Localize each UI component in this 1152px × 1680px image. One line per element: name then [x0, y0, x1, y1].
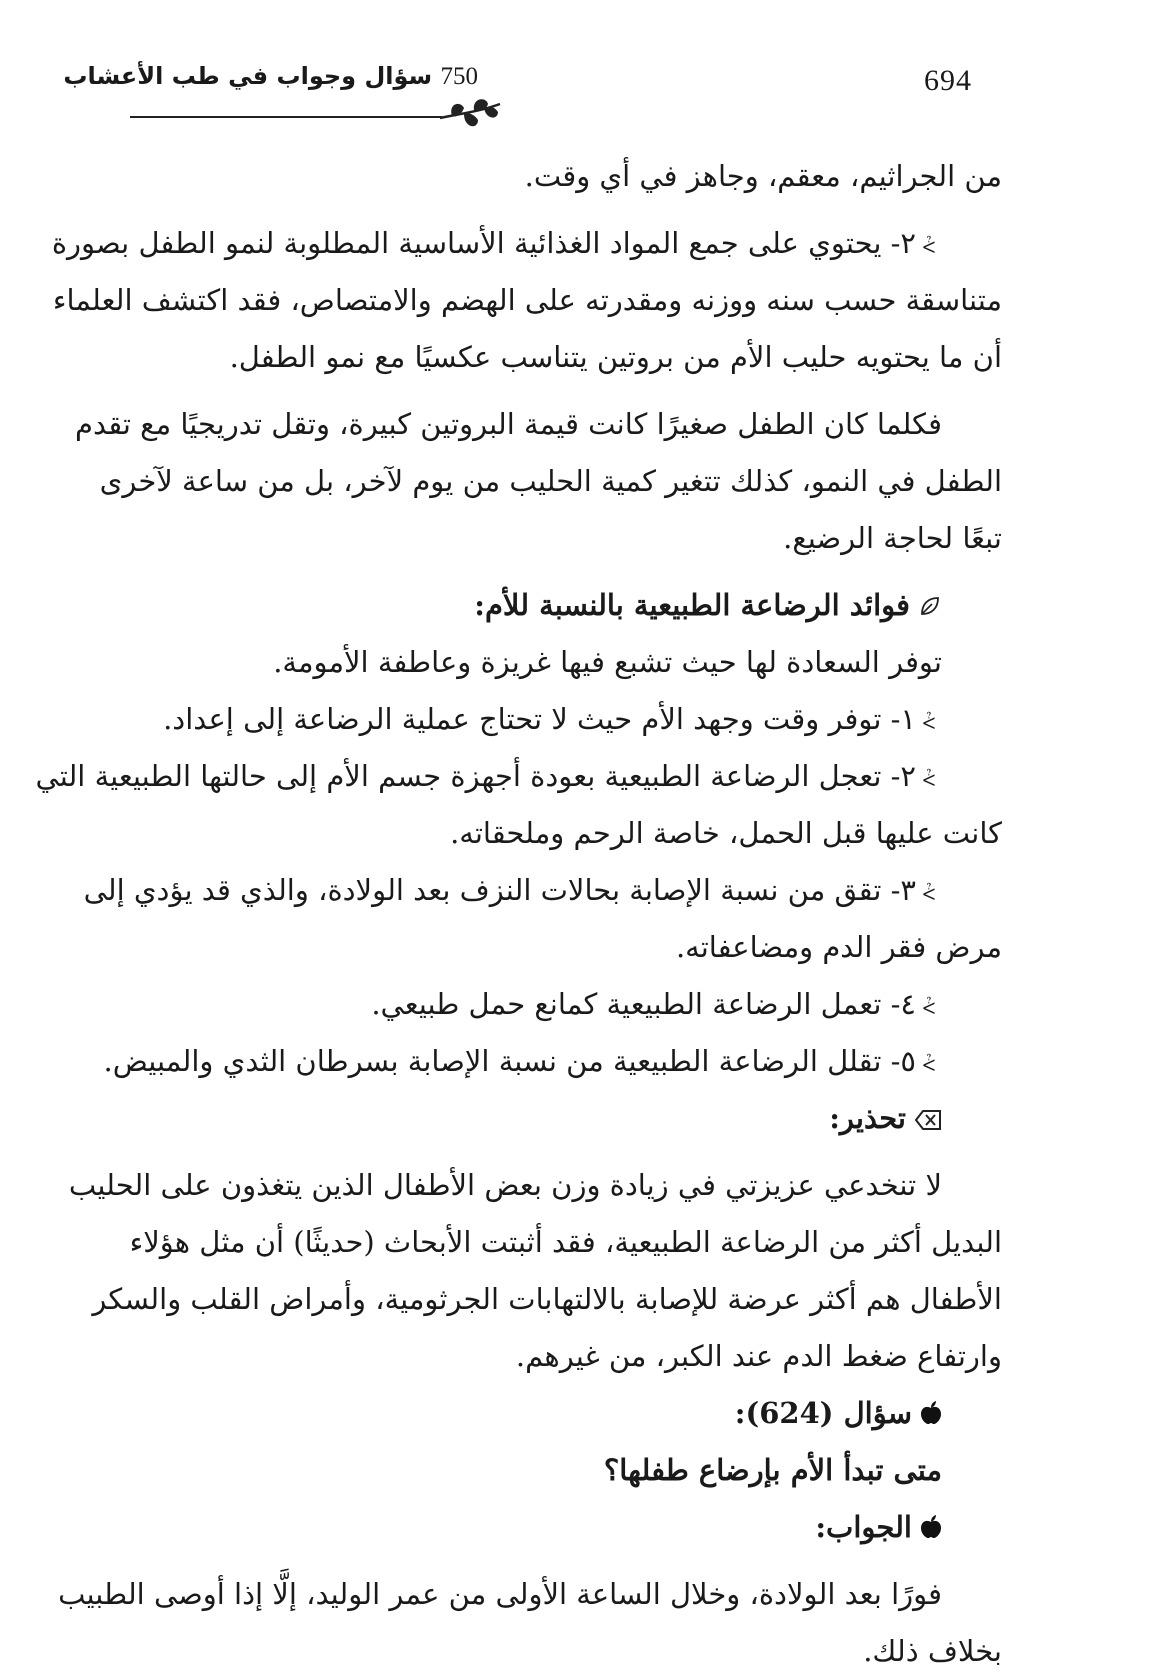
text-line: الأطفال هم أكثر عرضة للإصابة بالالتهابات الجرثومية، وأمراض القلب والسكر — [92, 1282, 1002, 1316]
leaf-branch-icon — [438, 94, 502, 136]
text-line: البديل أكثر من الرضاعة الطبيعية، فقد أثبتت الأبحاث (حديثًا) أن مثل هؤلاء — [129, 1225, 1002, 1259]
text-line: وارتفاع ضغط الدم عند الكبر، من غيرهم. — [515, 1339, 1002, 1373]
delete-key-icon — [914, 1109, 942, 1131]
apple-icon — [920, 1401, 942, 1425]
text-line: توفر السعادة لها حيث تشبع فيها غريزة وعاطفة الأمومة. — [273, 645, 942, 679]
text-line: بخلاف ذلك. — [863, 1634, 1002, 1668]
text-line: فورًا بعد الولادة، وخلال الساعة الأولى من عمر الوليد، إلَّا إذا أوصى الطبيب — [58, 1577, 942, 1611]
text-line: فكلما كان الطفل صغيرًا كانت قيمة البروتين كبيرة، وتقل تدريجيًا مع تقدم — [75, 407, 942, 441]
list-item — [132, 691, 1002, 748]
leaf-icon — [918, 594, 942, 618]
list-item-text: ٤- تعمل الرضاعة الطبيعية كمانع حمل طبيعي. — [371, 987, 916, 1021]
list-item — [103, 1033, 1002, 1090]
arrowhead-bullet-icon: ⩼ — [922, 995, 936, 1020]
arrowhead-bullet-icon: ⩼ — [922, 710, 936, 735]
list-item-text: ٢- تعجل الرضاعة الطبيعية بعودة أجهزة جسم الأم إلى حالتها الطبيعية التي — [35, 759, 916, 793]
question-text: متى تبدأ الأم بإرضاع طفلها؟ — [603, 1453, 942, 1487]
text-line: أن ما يحتويه حليب الأم من بروتين يتناسب عكسيًا مع نمو الطفل. — [229, 340, 1002, 374]
running-title-prefix: 750 — [440, 63, 478, 90]
page-number: 694 — [924, 64, 972, 97]
answer-label: الجواب: — [815, 1510, 912, 1544]
answer-heading — [132, 1499, 1002, 1556]
warning-heading-text: تحذير: — [829, 1101, 906, 1135]
list-item-text: ٢- يحتوي على جمع المواد الغذائية الأساسية المطلوبة لنمو الطفل بصورة — [51, 226, 916, 260]
text-line: الطفل في النمو، كذلك تتغير كمية الحليب من يوم لآخر، بل من ساعة لآخرى — [99, 464, 1002, 498]
list-item — [35, 748, 1002, 805]
arrowhead-bullet-icon: ⩼ — [922, 1052, 936, 1077]
list-item-text: ١- توفر وقت وجهد الأم حيث لا تحتاج عملية الرضاعة إلى إعداد. — [163, 702, 916, 736]
arrowhead-bullet-icon: ⩼ — [922, 234, 936, 259]
question-heading — [132, 1385, 1002, 1442]
list-item-text: ٥- تقلل الرضاعة الطبيعية من نسبة الإصابة بسرطان الثدي والمبيض. — [103, 1044, 916, 1078]
list-item — [132, 976, 1002, 1033]
arrowhead-bullet-icon: ⩼ — [922, 767, 936, 792]
section-heading — [132, 577, 1002, 634]
page-body — [35, 148, 1002, 1680]
running-title — [63, 62, 478, 91]
list-item — [83, 862, 1002, 919]
question-label: سؤال (624): — [734, 1396, 912, 1430]
header-rule — [130, 116, 442, 118]
list-item — [51, 215, 1002, 272]
section-heading-text: فوائد الرضاعة الطبيعية بالنسبة للأم: — [474, 588, 910, 622]
warning-heading — [132, 1090, 1002, 1147]
text-line: تبعًا لحاجة الرضيع. — [783, 521, 1002, 555]
text-line: كانت عليها قبل الحمل، خاصة الرحم وملحقاته. — [450, 816, 1002, 850]
text-line: متناسقة حسب سنه ووزنه ومقدرته على الهضم والامتصاص، فقد اكتشف العلماء — [52, 283, 1002, 317]
text-line: مرض فقر الدم ومضاعفاته. — [675, 930, 1002, 964]
text-line: لا تنخدعي عزيزتي في زيادة وزن بعض الأطفال الذين يتغذون على الحليب — [68, 1168, 942, 1202]
text-line: من الجراثيم، معقم، وجاهز في أي وقت. — [524, 159, 1002, 193]
list-item-text: ٣- تقق من نسبة الإصابة بحالات النزف بعد الولادة، والذي قد يؤدي إلى — [83, 873, 916, 907]
arrowhead-bullet-icon: ⩼ — [922, 881, 936, 906]
apple-icon — [920, 1515, 942, 1539]
running-title-text: سؤال وجواب في طب الأعشاب — [63, 62, 433, 90]
